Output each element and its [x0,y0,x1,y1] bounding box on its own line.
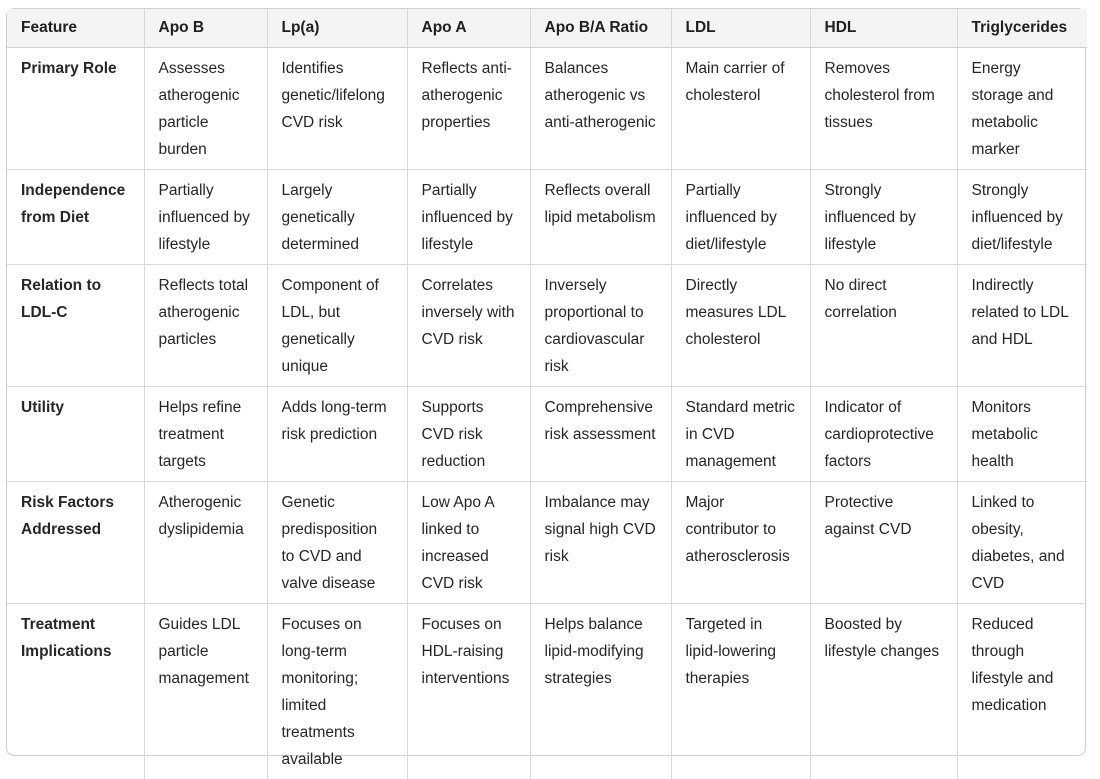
table-cell: Removes cholesterol from tissues [810,47,957,169]
table-cell: Indicator of cardioprotective factors [810,386,957,481]
table-row [7,47,1087,169]
table-cell: Assesses atherogenic particle burden [144,47,267,169]
header-row [7,9,1087,47]
table-cell: Component of LDL, but genetically unique [267,264,407,386]
table-body [7,47,1087,779]
table-cell: Partially influenced by lifestyle [407,169,530,264]
table-cell: Atherogenic dyslipidemia [144,481,267,603]
row-label: Independence from Diet [7,169,144,264]
table-cell: Indirectly related to LDL and HDL [957,264,1087,386]
table-cell: Supports CVD risk reduction [407,386,530,481]
table-cell: Energy storage and metabolic marker [957,47,1087,169]
table-header [7,9,1087,47]
table-cell: Focuses on long-term monitoring; limited treatments available [267,603,407,779]
table-cell: Identifies genetic/lifelong CVD risk [267,47,407,169]
table-cell: Main carrier of cholesterol [671,47,810,169]
table-row [7,386,1087,481]
table-row [7,169,1087,264]
table-cell: Balances atherogenic vs anti-atherogenic [530,47,671,169]
table-cell: Strongly influenced by diet/lifestyle [957,169,1087,264]
header-feature: Feature [7,9,144,47]
table-cell: Focuses on HDL-raising interventions [407,603,530,779]
comparison-table-container [6,8,1086,768]
table-cell: Targeted in lipid-lowering therapies [671,603,810,779]
table-cell: Directly measures LDL cholesterol [671,264,810,386]
table-row [7,481,1087,603]
table-cell: Strongly influenced by lifestyle [810,169,957,264]
table-row [7,264,1087,386]
table-cell: Monitors metabolic health [957,386,1087,481]
table-cell: No direct correlation [810,264,957,386]
table-cell: Adds long-term risk prediction [267,386,407,481]
header-apo-a: Apo A [407,9,530,47]
table-cell: Protective against CVD [810,481,957,603]
table-cell: Boosted by lifestyle changes [810,603,957,779]
lipid-markers-comparison-table [7,9,1087,779]
table-cell: Low Apo A linked to increased CVD risk [407,481,530,603]
table-cell: Major contributor to atherosclerosis [671,481,810,603]
header-lpa: Lp(a) [267,9,407,47]
table-cell: Partially influenced by diet/lifestyle [671,169,810,264]
table-cell: Inversely proportional to cardiovascular risk [530,264,671,386]
header-apo-ba-ratio: Apo B/A Ratio [530,9,671,47]
table-cell: Reduced through lifestyle and medication [971,615,1054,714]
row-label: Treatment Implications [7,603,144,779]
table-cell: Partially influenced by lifestyle [144,169,267,264]
table-cell: Correlates inversely with CVD risk [407,264,530,386]
header-hdl: HDL [810,9,957,47]
table-cell: Linked to obesity, diabetes, and CVD [957,481,1087,603]
table-cell: Genetic predisposition to CVD and valve disease [267,481,407,603]
row-label: Relation to LDL-C [7,264,144,386]
table-cell: Largely genetically determined [267,169,407,264]
row-label: Risk Factors Addressed [7,481,144,603]
header-apo-b: Apo B [144,9,267,47]
table-cell: Helps refine treatment targets [144,386,267,481]
table-cell: Helps balance lipid-modifying strategies [530,603,671,779]
table-cell: Reflects total atherogenic particles [144,264,267,386]
table-cell: Imbalance may signal high CVD risk [530,481,671,603]
row-label: Primary Role [7,47,144,169]
table-cell: Standard metric in CVD management [671,386,810,481]
row-label: Utility [7,386,144,481]
table-cell: Comprehensive risk assessment [530,386,671,481]
table-cell: Reflects overall lipid metabolism [530,169,671,264]
table-cell: Guides LDL particle management [144,603,267,779]
table-cell: Reflects anti-atherogenic properties [407,47,530,169]
header-triglycerides: Triglycerides [957,9,1087,47]
table-row [7,603,1087,779]
header-ldl: LDL [671,9,810,47]
